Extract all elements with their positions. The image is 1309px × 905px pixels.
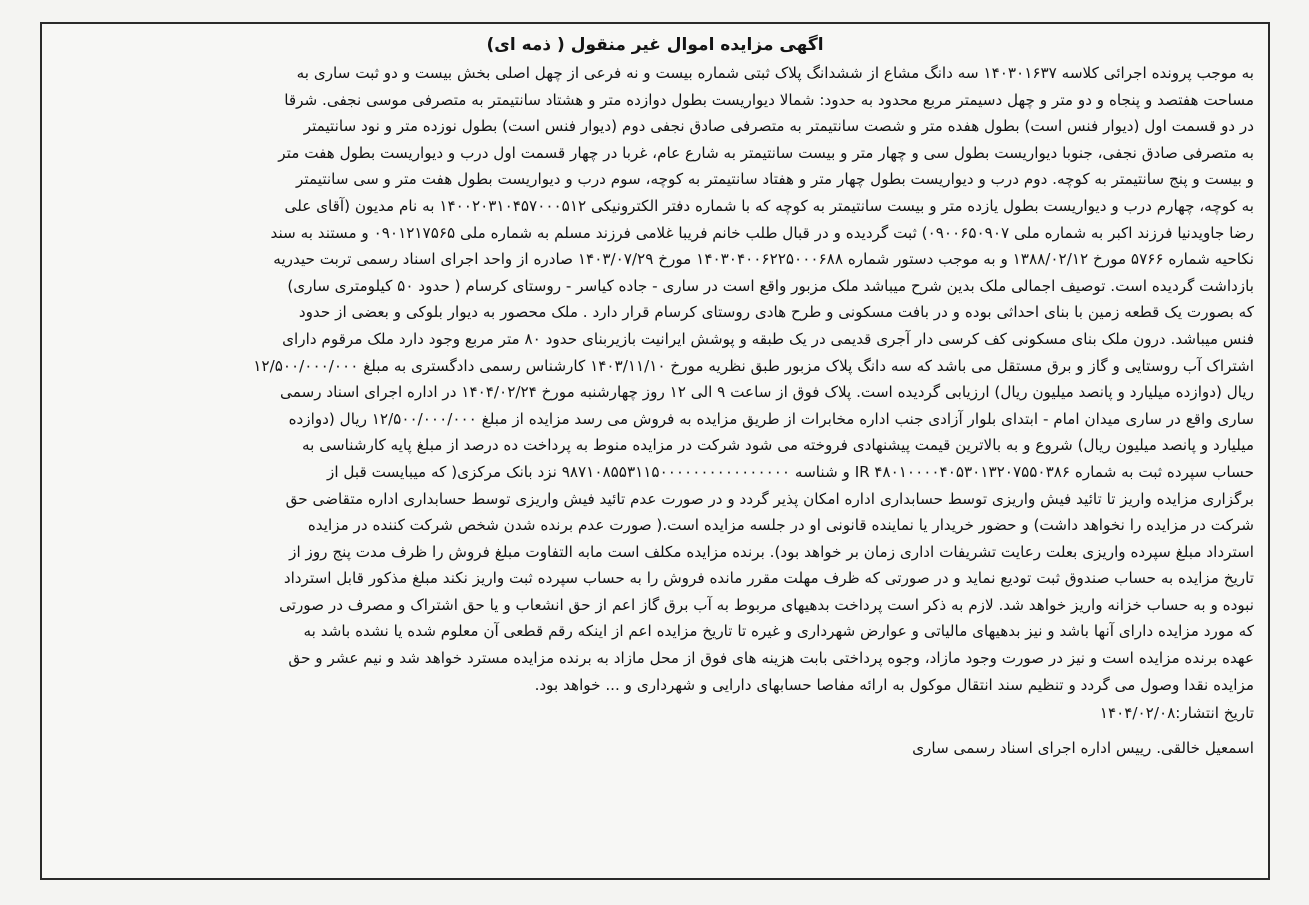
body-line: به موجب پرونده اجرائی کلاسه ۱۴۰۳۰۱۶۳۷ سه دانگ مشاع از ششدانگ پلاک ثبتی شماره بیست و نه فرعی از چهل اصلی بخش بیست و دو ثبت ساری به <box>296 64 1254 82</box>
publish-date: ۱۴۰۴/۰۲/۰۸ <box>1099 704 1176 723</box>
body-line: فنس میباشد. درون ملک بنای مسکونی کف کرسی دار آجری قدیمی در یک طبقه و پوشش ایرانیت بازیربنای حدود ۸۰ متر مربع وجود دارد ملک مرقوم دارای <box>282 329 1254 348</box>
publish-label: تاریخ انتشار: <box>1175 704 1254 723</box>
body-line: اشتراک آب روستایی و گاز و برق مستقل می باشد که سه دانگ پلاک مزبور طبق نظریه مورخ ۱۴۰۳/۱۱/۱۰ کارشناس رسمی دادگستری به مبلغ ۱۲/۵۰۰/۰۰۰/۰۰۰ <box>253 356 1254 375</box>
body-line: به کوچه، چهارم درب و دیواریست بطول یازده متر و بیست سانتیمتر به کوچه که با شماره دفتر الکترونیکی ۱۴۰۰۲۰۳۱۰۴۵۷۰۰۰۵۱۲ به نام مدیون (آقای علی <box>284 196 1254 215</box>
publish-info <box>56 700 1254 727</box>
body-line: میلیارد و پانصد میلیون ریال) شروع و به بالاترین قیمت پیشنهادی فروخته می شود شرکت در مزایده منوط به پرداخت ده درصد از مبلغ پایه کارشناسی به <box>302 436 1254 455</box>
auction-notice <box>40 22 1270 880</box>
body-line: ساری واقع در ساری میدان امام - ابتدای بلوار آزادی جنب اداره مخابرات از طریق مزایده به فروش می رسد مزایده از مبلغ ۱۲/۵۰۰/۰۰۰/۰۰۰ ریال (دوازده <box>288 409 1254 428</box>
body-line: در دو قسمت اول (دیوار فنس است) بطول هفده متر و شصت سانتیمتر به متصرفی صادق نجفی دوم (دیوار فنس است) بطول نوزده متر و نود سانتیمتر <box>303 117 1254 136</box>
body-line: بازداشت گردیده است. توصیف اجمالی ملک بدین شرح میباشد ملک مزبور واقع است در ساری - جاده کیاسر - روستای کرسام ( حدود ۵۰ کیلومتری ساری) <box>287 276 1254 295</box>
body-line: مساحت هفتصد و پنجاه و دو متر و چهل دسیمتر مربع محدود به حدود: شمالا دیواریست بطول دوازده متر و هشتاد سانتیمتر به متصرفی موسی نجفی. شرقا <box>284 90 1254 109</box>
body-line: مزایده نقدا وصول می گردد و تنظیم سند انتقال موکول به ارائه مفاصا حسابهای دارایی و شهرداری و ... خواهد بود. <box>534 675 1254 694</box>
body-line: رضا جاویدنیا فرزند اکبر به شماره ملی ۰۹۰۰۶۵۰۹۰۷) ثبت گردیده و در قبال طلب خانم فریبا غلامی فرزند مسلم به شماره ملی ۰۹۰۱۲۱۷۵۶۵ و مستند به سند <box>270 223 1254 242</box>
body-line: که مورد مزایده دارای آنها باشد و نیز بدهیهای مالیاتی و عوارض شهرداری و غیره تا تاریخ مزایده اعم از اینکه رقم قطعی آن معلوم شده یا نشده باشد به <box>303 622 1254 641</box>
body-line: نکاحیه شماره ۵۷۶۶ مورخ ۱۳۸۸/۰۲/۱۲ و به موجب دستور شماره ۱۴۰۳۰۴۰۰۶۲۲۵۰۰۰۶۸۸ مورخ ۱۴۰۳/۰۷/۲۹ صادره از واحد اجرای اسناد رسمی تربت حیدریه <box>273 250 1254 269</box>
body-line: و بیست و پنج سانتیمتر به کوچه. دوم درب و دیواریست بطول چهار متر و هفتاد سانتیمتر به کوچه، سوم درب و دیواریست بطول هفت متر و سی سانتیمتر <box>296 170 1254 189</box>
body-line: نبوده و به حساب خزانه واریز خواهد شد. لازم به ذکر است پرداخت بدهیهای مربوط به آب برق گاز اعم از حق انشعاب و یا حق اشتراک و مصرف در صورتی <box>279 595 1254 614</box>
body-line: که بصورت یک قطعه زمین با بنای احداثی بوده و در بافت مسکونی و طرح هادی روستای کرسام قرار دارد . ملک محصور به دیوار بلوکی و بعضی از حدود <box>298 303 1254 322</box>
body-line: شرکت در مزایده را نخواهد داشت) و حضور خریدار یا نماینده قانونی او در جلسه مزایده است.( صورت عدم برنده شدن شخص شرکت کننده در مزایده <box>307 516 1254 535</box>
body-line: به متصرفی صادق نجفی، جنوبا دیواریست بطول سی و چهار متر و بیست سانتیمتر به شارع عام، غربا در چهار قسمت اول درب و دیواریست بطول هفت متر <box>278 143 1254 162</box>
body-line: ریال (دوازده میلیارد و پانصد میلیون ریال) ارزیابی گردیده است. پلاک فوق از ساعت ۹ الی ۱۲ روز چهارشنبه مورخ ۱۴۰۴/۰۲/۲۴ در اداره اجرای اسناد رسمی <box>280 383 1254 402</box>
signature: اسمعیل خالقی. رییس اداره اجرای اسناد رسمی ساری <box>912 738 1254 757</box>
publish-line <box>56 700 1254 727</box>
body-line: تاریخ مزایده به حساب صندوق ثبت تودیع نماید و در صورتی که ظرف مهلت مقرر مانده فروش را به حساب سپرده ثبت واریز نکند مبلغ مذکور قابل استرداد <box>283 569 1254 588</box>
body-line: عهده برنده مزایده است و نیز در صورت وجود مازاد، وجوه پرداختی بابت هزینه های فوق از محل مازاد به برنده مزایده مسترد خواهد شد و نیم عشر و حق <box>288 649 1254 668</box>
body-line: حساب سپرده ثبت به شماره IR ۴۸۰۱۰۰۰۰۴۰۵۳۰۱۳۲۰۷۵۵۰۳۸۶ و شناسه ۹۸۷۱۰۸۵۵۳۱۱۵۰۰۰۰۰۰۰۰۰۰۰۰۰۰۰۰ نزد بانک مرکزی( که میبایست قبل از <box>327 462 1254 481</box>
body-line: برگزاری مزایده واریز تا تائید فیش واریزی توسط حسابداری اداره امکان پذیر گردد و در صورت عدم تائید فیش واریزی توسط حسابداری اداره متقاضی حق <box>285 489 1254 508</box>
body-line: استرداد مبلغ سپرده واریزی بعلت رعایت تشریفات اداری زمان بر خواهد بود). برنده مزایده مکلف است مابه التفاوت مبلغ فروش را ظرف مدت پنج روز از <box>289 542 1254 561</box>
notice-body <box>56 60 1254 698</box>
notice-title: اگهی مزایده اموال غیر منقول ( ذمه ای) <box>486 35 824 55</box>
